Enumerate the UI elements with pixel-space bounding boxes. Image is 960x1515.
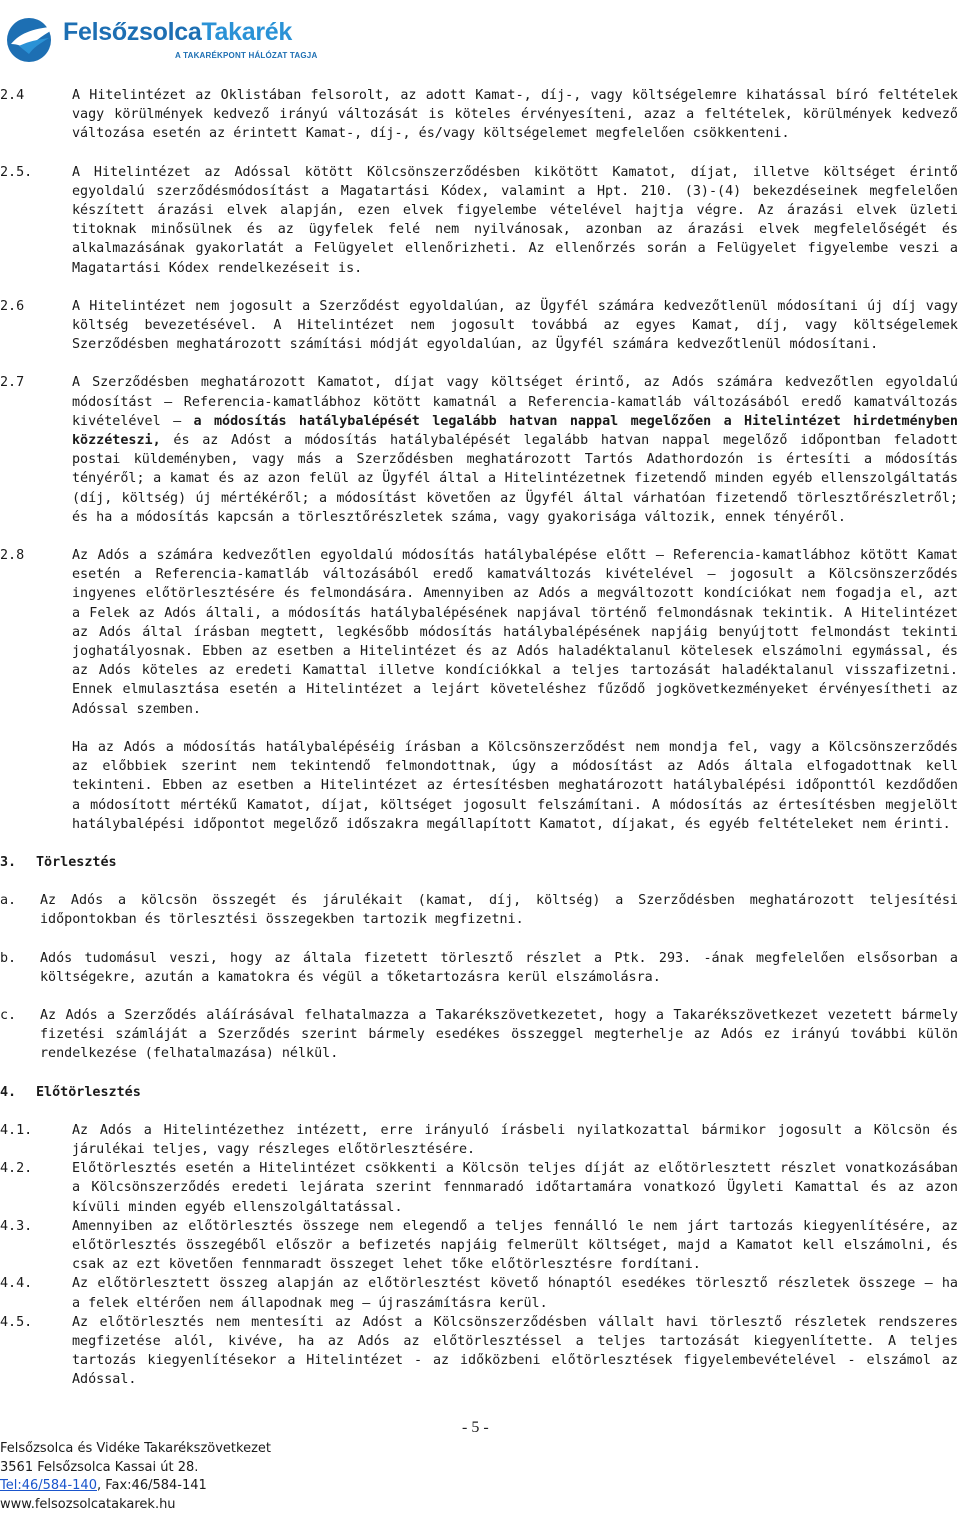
section-number: 3. bbox=[0, 854, 17, 870]
clause-text: Az előtörlesztés nem mentesíti az Adóst a Kölcsönszerződésben vállalt havi törlesztő részletek rendszeres megfizetése alól, kivéve, ha az Adós az előtörlesztéssel a teljes tartozását kiegyenlítette. A teljes tartozás kiegyenlítésekor a Hitelintézet - az időközbeni előtörlesztések figyelembevételével - elszámol az Adóssal. bbox=[72, 1314, 958, 1388]
bird-emblem-icon bbox=[5, 16, 61, 64]
clause-4-2 bbox=[0, 1159, 958, 1217]
clause-number: 4.3. bbox=[0, 1218, 33, 1234]
clause-text: Amennyiben az előtörlesztés összege nem elegendő a teljes fennálló le nem járt tartozás kiegyenlítésére, az előtörlesztés összegéből először a befizetés napjáig felmerült költséget, majd a Kamatot kell elszámolni, és csak az ezt követően fennmaradt összeget lehet tőke előtörlesztésre fordítani. bbox=[72, 1218, 958, 1273]
section-title: Törlesztés bbox=[36, 854, 117, 870]
footer-company-name: Felsőzsolca és Vidéke Takarékszövetkezet bbox=[0, 1441, 272, 1456]
section-heading-4 bbox=[0, 1083, 958, 1102]
clause-text-part: A Szerződésben meghatározott Kamatot, díjat vagy költséget érintő, az Adós számára kedvezőtlen egyoldalú módosítást – Referencia-kamatlábhoz kötött kamatnál a Referencia-kamatláb változásából eredő kamatváltozás kivételével – bbox=[72, 375, 958, 429]
clause-number: 2.8 bbox=[0, 548, 25, 564]
clause-number: 4.2. bbox=[0, 1161, 33, 1177]
clause-3-b bbox=[0, 949, 958, 987]
clause-text: Adós tudomásul veszi, hogy az általa fizetett törlesztő részlet a Ptk. 293. -ának megfelelően elsősorban a költségekre, azután a kamatokra és végül a tőketartozásra kerül elszámolásra. bbox=[40, 950, 958, 985]
clause-number: 4.1. bbox=[0, 1122, 33, 1138]
clause-letter: b. bbox=[0, 950, 17, 966]
clause-number: 4.4. bbox=[0, 1276, 33, 1292]
clause-text: Az Adós a számára kedvezőtlen egyoldalú módosítás hatálybalépése előtt – Referencia-kamatlábhoz kötött Kamat esetén a Referencia-kamatláb változásából eredő kamatváltozás kivételével – jogosult a Kölcsönszerződés ingyenes előtörlesztésére és felmondására. Amennyiben az Adós a megváltozott kondíciókat nem fogadja el, azt a Felek az Adós általi, a módosítás hatálybalépésének napjával történő felmondásnak tekintik. A Hitelintézet az Adós által írásban megtett, legkésőbb módosítás hatálybalépésének napjáig benyújtott felmondást tekinti joghatályosnak. Ebben az esetben a Hitelintézet és az Adós haladéktalanul kötelesek elszámolni egymással, és az Adós köteles az eredeti Kamattal illetve kondíciókkal a teljes tartozását haladéktalanul visszafizetni. Ennek elmulasztása esetén a Hitelintézet a lejárt követeléshez fűződő jogkövetkezményeket érvényesítheti az Adóssal szemben. bbox=[72, 548, 958, 717]
logo-accent: Takarék bbox=[201, 18, 293, 46]
clause-2-7 bbox=[0, 373, 958, 527]
clause-text: Az Adós a kölcsön összegét és járulékait (kamat, díj, költség) a Szerződésben meghatározott teljesítési időpontokban és törlesztési összegekben tartozik megfizetni. bbox=[40, 893, 958, 928]
clause-number: 2.4 bbox=[0, 88, 25, 103]
clause-number: 4.5. bbox=[0, 1314, 33, 1330]
clause-text-emphasis: a módosítás hatálybalépését legalább hatvan nappal megelőzően a Hitelintézet hirdetményben közzéteszi, bbox=[72, 413, 958, 449]
page-footer bbox=[0, 1440, 271, 1514]
clause-4-5 bbox=[0, 1313, 958, 1390]
clause-2-6 bbox=[0, 297, 958, 355]
phone-link[interactable]: Tel:46/584-140 bbox=[0, 1478, 97, 1493]
logo-main: Felsőzsolca bbox=[63, 18, 202, 46]
fax-number: , Fax:46/584-141 bbox=[96, 1478, 207, 1493]
footer-address: 3561 Felsőzsolca Kassai út 28. bbox=[0, 1459, 199, 1475]
footer-contact bbox=[0, 1477, 271, 1496]
clause-text-part: és az Adóst a módosítás hatálybalépését legalább hatvan nappal megelőző időpontban feladott postai küldeményben, vagy más a Szerződésben meghatározott Tartós Adathordozón is értesíti a módosítás tényéről; a kamat és az azon felül az Ügyfél által a Hitelintézetnek fizetendő minden egyéb ellenszolgáltatás (díj, költség) új mértékéről; a módosítást követően az Ügyfél által várhatóan fizetendő törlesztőrészletről; és ha a módosítás kapcsán a törlesztőrészletek száma, vagy gyakorisága változik, ennek tényéről. bbox=[72, 433, 958, 525]
website-link[interactable]: www.felsozsolcatakarek.hu bbox=[0, 1496, 176, 1512]
clause-text: Előtörlesztés esetén a Hitelintézet csökkenti a Kölcsön teljes díját az előtörlesztett részlet vonatkozásában a Kölcsönszerződés eredeti lejárata szerint fennmaradó időtartamára vonatkozó Ügyleti Kamattal és az azon kívüli minden egyéb ellenszolgáltatással. bbox=[72, 1161, 958, 1215]
clause-number: 2.5. bbox=[0, 164, 33, 180]
section-heading-3 bbox=[0, 853, 958, 872]
clause-text: Az Adós a Hitelintézethez intézett, erre irányuló írásbeli nyilatkozattal bármikor jogosult a Kölcsön és járulékai teljes, vagy részleges előtörlesztésére. bbox=[72, 1122, 958, 1157]
page-number: - 5 - bbox=[462, 1419, 489, 1436]
clause-3-a bbox=[0, 891, 958, 929]
brand-logo bbox=[5, 10, 345, 72]
document-body bbox=[0, 86, 958, 1390]
clause-letter: c. bbox=[0, 1007, 17, 1023]
clause-letter: a. bbox=[0, 893, 17, 909]
clause-3-c bbox=[0, 1006, 958, 1064]
clause-4-1 bbox=[0, 1121, 958, 1159]
clause-2-8 bbox=[0, 546, 958, 719]
clause-4-3 bbox=[0, 1217, 958, 1275]
clause-number: 2.7 bbox=[0, 375, 25, 391]
clause-text bbox=[72, 373, 958, 527]
clause-text: A Hitelintézet az Oklistában felsorolt, az adott Kamat-, díj-, vagy költségelemre kihatással bíró feltételek vagy körülmények kedvező irányú változását is köteles érvényesíteni, azaz a feltételek, körülmények kedvező változása esetén az érintett Kamat-, díj-, és/vagy költségelemet megfelelően csökkenteni. bbox=[72, 88, 958, 142]
logo-tagline: A TAKARÉKPONT HÁLÓZAT TAGJA bbox=[175, 51, 318, 60]
clause-4-4 bbox=[0, 1274, 958, 1312]
section-number: 4. bbox=[0, 1084, 17, 1100]
clause-text: A Hitelintézet az Adóssal kötött Kölcsönszerződésben kikötött Kamatot, díjat, illetve költséget érintő egyoldalú szerződésmódosítást a Magatartási Kódex, valamint a Hpt. 210. (3)-(4) bekezdéseinek megfelelően készített árazási elvek alapján, ezen elvek figyelembe vételével hajtja végre. Az árazási elvek üzleti titoknak minősülnek és az ügyfelek felé nem nyilvánosak, azonban az árazási elvek megfelelőségét és alkalmazásának gyakorlatát a Felügyelet ellenőrizheti. Az ellenőrzés során a Felügyelet figyelembe veszi a Magatartási Kódex rendelkezéseit is. bbox=[72, 164, 958, 276]
clause-number: 2.6 bbox=[0, 298, 25, 314]
clause-2-8-continuation: Ha az Adós a módosítás hatálybalépéséig írásban a Kölcsönszerződést nem mondja fel, vagy a Kölcsönszerződés az előbbiek szerint nem tekintendő felmondottnak, úgy a módosítást az Adós általa elfogadottnak kell tekinteni. Ebben az esetben a Hitelintézet az értesítésben meghatározott hatálybalépési időponttól kezdődően a módosított mértékű Kamatot, díjat, költséget jogosult felszámítani. A módosítás az értesítésben megjelölt hatálybalépési időpontot megelőző időszakra megállapított Kamatot, díjakat, és egyéb feltételeket nem érinti. bbox=[72, 739, 958, 832]
clause-text: Az előtörlesztett összeg alapján az előtörlesztést követő hónaptól esedékes törlesztő részletek összege – ha a felek eltérően nem állapodnak meg – újraszámításra kerül. bbox=[72, 1276, 958, 1311]
clause-2-5 bbox=[0, 163, 958, 278]
clause-2-4 bbox=[0, 86, 958, 144]
section-title: Előtörlesztés bbox=[36, 1084, 141, 1100]
clause-text: A Hitelintézet nem jogosult a Szerződést egyoldalúan, az Ügyfél számára kedvezőtlenül módosítani új díj vagy költség bevezetésével. A Hitelintézet nem jogosult továbbá az egyes Kamat, díj, vagy költségelemek Szerződésben meghatározott számítási módját egyoldalúan, az Ügyfél számára kedvezőtlenül módosítani. bbox=[72, 298, 958, 353]
logo-wordmark bbox=[63, 18, 292, 47]
clause-text: Az Adós a Szerződés aláírásával felhatalmazza a Takarékszövetkezetet, hogy a Takarékszövetkezet vezetett bármely fizetési számláját a Szerződés szerint bármely esedékes összeggel megterhelje az Adós ez irányú további külön rendelkezése (felhatalmazása) nélkül. bbox=[40, 1007, 958, 1062]
